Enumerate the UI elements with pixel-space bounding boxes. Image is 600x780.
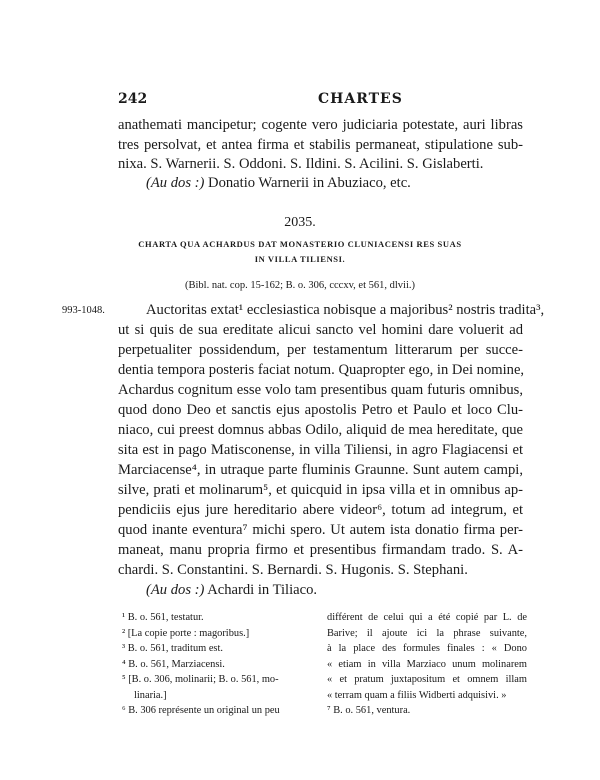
charter-body-line: chardi. S. Constantini. S. Bernardi. S. Hugonis. S. Stephani. [118, 562, 468, 578]
footnotes-left [122, 612, 312, 721]
charter-body-line: pendiciis ejus jure hereditario abere videor⁶, totum ad integrum, et [118, 502, 523, 518]
charter-body-line: quod dono Deo et sanctis ejus apostolis Petro et Paulo et loco Clu- [118, 402, 523, 418]
footnote-continuation: « terram quam a filiis Widberti adquisivi. » [327, 689, 507, 701]
charter-body-line: quod inante eventura⁷ michi spero. Ut autem ista donatio firma per- [118, 522, 523, 538]
dorse-text: Donatio Warnerii in Abuziaco, etc. [204, 175, 411, 191]
page-number: 242 [118, 91, 148, 107]
margin-date: 993-1048. [62, 305, 105, 316]
charter-body-line: niaco, cui preest domnus abbas Odilo, aliquid de mea hereditate, que [118, 422, 523, 438]
charter-caption-line: CHARTA QUA ACHARDUS DAT MONASTERIO CLUNIACENSI RES SUAS [138, 239, 462, 249]
charter-body-line: Achardus cognitum esse volo tam presentibus quam futuris omnibus, [118, 382, 523, 398]
footnote-continuation: Barive; il ajoute ici la phrase suivante, [327, 627, 527, 639]
dorse-text: Achardi in Tiliaco. [204, 582, 318, 598]
footnote: ⁴ B. o. 561, Marziacensi. [122, 658, 225, 670]
footnote: ⁶ B. 306 représente un original un peu [122, 705, 280, 716]
charter-body-line: perpetualiter possidendum, per testamentum litterarum per succe- [118, 342, 523, 358]
footnotes-right [327, 612, 527, 721]
running-title: CHARTES [318, 91, 403, 107]
running-header [118, 91, 518, 111]
charter-body-line: maneat, manu propria firmo et presentibus firmandam trado. S. A- [118, 542, 523, 558]
prev-charter-line: nixa. S. Warnerii. S. Oddoni. S. Ildini. S. Acilini. S. Gislaberti. [118, 156, 484, 172]
prev-charter-line: tres persolvat, et antea firma et stabilis permaneat, stipulatione sub- [118, 137, 523, 153]
prev-charter-line: anathemati mancipetur; cogente vero judiciaria potestate, auri libras [118, 117, 523, 133]
footnote-continuation: « et pratum juxtapositum et omnem illam [327, 674, 527, 685]
footnote: ⁷ B. o. 561, ventura. [327, 705, 411, 716]
footnote: ¹ B. o. 561, testatur. [122, 612, 204, 623]
footnote-continuation: « etiam in villa Marziaco unum molinarem [327, 658, 527, 670]
charter-caption-line: IN VILLA TILIENSI. [254, 254, 346, 264]
dorse-label: (Au dos :) [146, 582, 205, 598]
footnote-continuation: linaria.] [134, 689, 167, 701]
charter-body-line: dentia tempora posteris faciat notum. Quapropter ego, in Dei nomine, [118, 362, 525, 378]
charter-body-line: silve, prati et molinarum⁵, et quicquid in ipsa villa et in omnibus ap- [118, 482, 523, 498]
charter-body-line: Auctoritas extat¹ ecclesiastica nobisque a majoribus² nostris tradita³, [146, 302, 545, 318]
footnote: ² [La copie porte : magoribus.] [122, 627, 250, 639]
charter-body-line: sita est in pago Matisconense, in villa Tiliensi, in agro Flagiacensi et [118, 442, 523, 458]
charter-number: 2035. [284, 215, 316, 230]
footnote-continuation: à la place des formules finales : « Dono [327, 643, 527, 654]
dorse-label: (Au dos :) [146, 175, 205, 191]
source-citation: (Bibl. nat. cop. 15-162; B. o. 306, cccxv, et 561, dlvii.) [185, 280, 415, 291]
footnote: ³ B. o. 561, traditum est. [122, 643, 223, 654]
charter-body-line: ut si quis de sua ereditate alicui sancto vel homini dare voluerit ad [118, 322, 523, 338]
prev-dorse-note [146, 175, 551, 192]
dorse-note [146, 582, 551, 599]
footnote-continuation: différent de celui qui a été copié par L. de [327, 612, 527, 623]
charter-body-line: Marciacense⁴, in utraque parte fluminis Graunne. Sunt autem campi, [118, 462, 523, 478]
footnote: ⁵ [B. o. 306, molinarii; B. o. 561, mo- [122, 674, 279, 685]
